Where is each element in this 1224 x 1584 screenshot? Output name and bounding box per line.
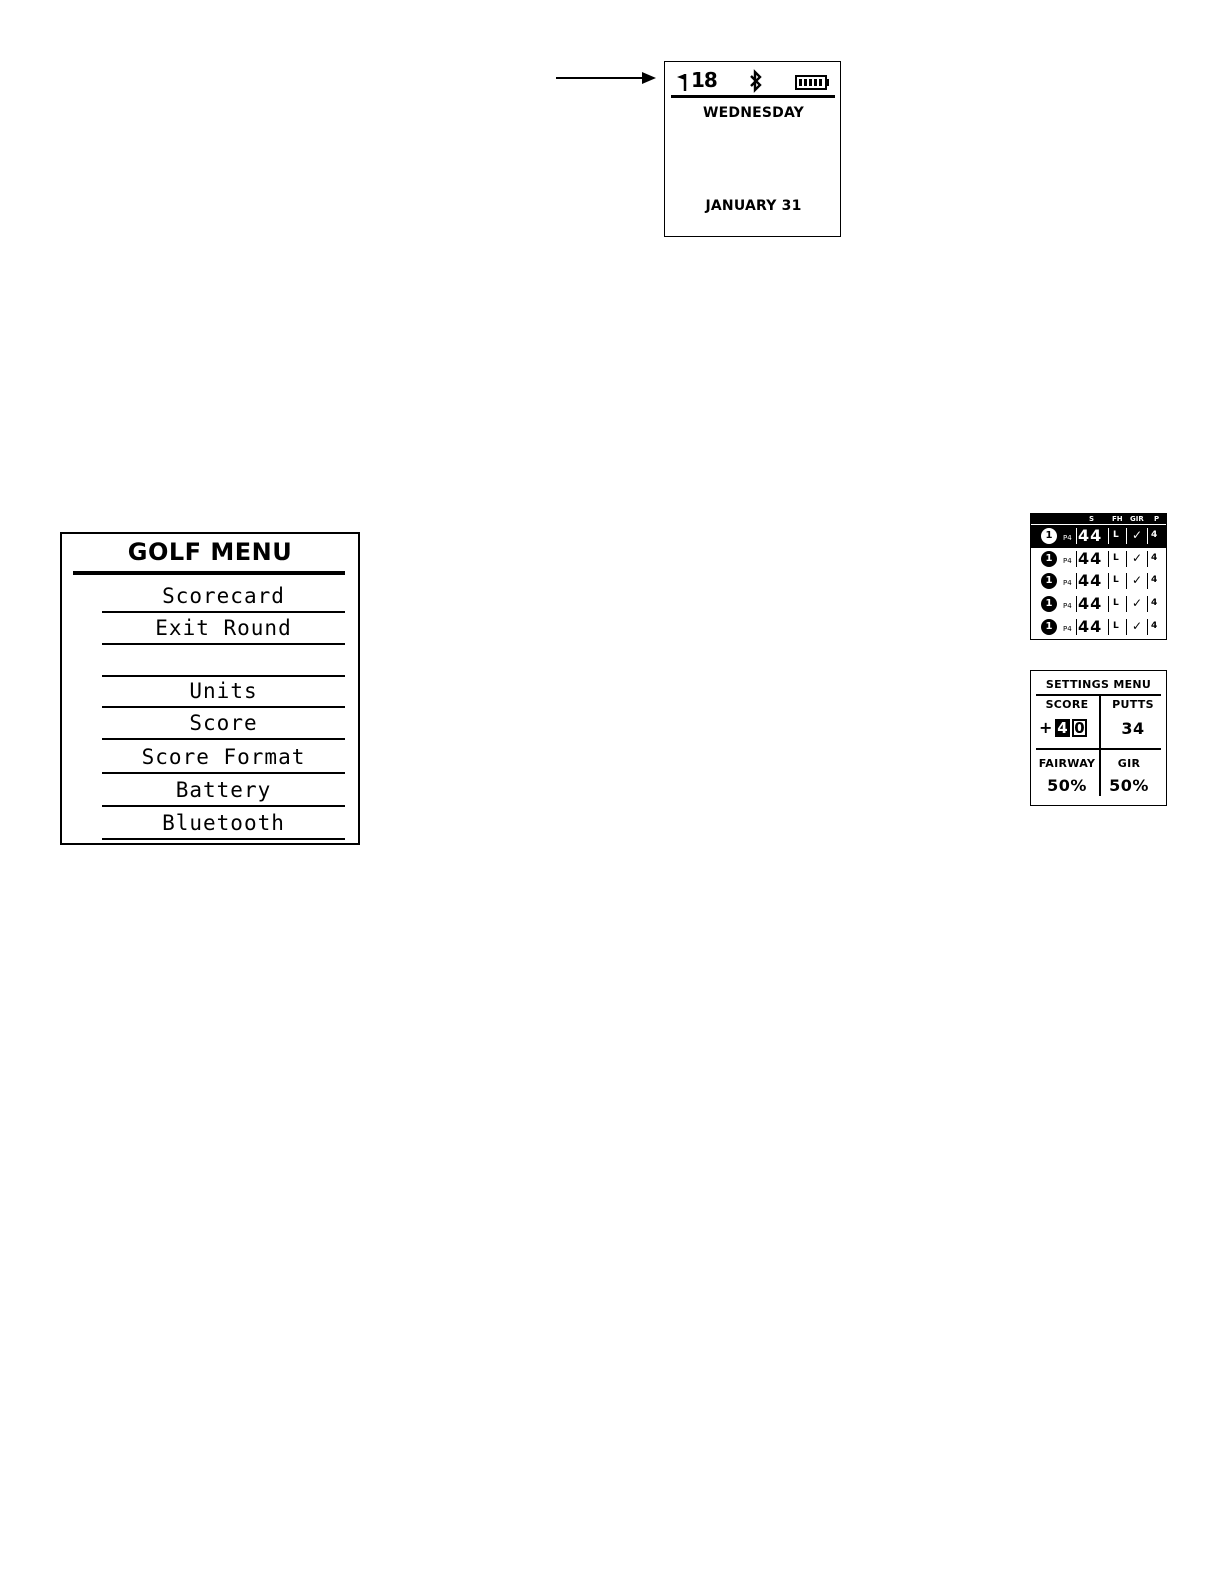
- gir-value: 50%: [1109, 776, 1149, 795]
- fairway-value: L: [1113, 575, 1119, 585]
- putts-value: 4: [1151, 598, 1158, 608]
- day-label: WEDNESDAY: [702, 105, 805, 121]
- gir-check-icon: ✓: [1132, 551, 1143, 565]
- header-putts: P: [1154, 515, 1160, 523]
- hole-badge: 1: [1041, 573, 1057, 589]
- scorecard-screen: [1030, 513, 1167, 640]
- score-value: 44: [1078, 549, 1103, 568]
- watch-home-screen: [664, 61, 841, 237]
- fairway-value: L: [1113, 553, 1119, 563]
- par-label: P4: [1063, 534, 1072, 542]
- scorecard-row[interactable]: [1031, 616, 1166, 638]
- putts-value: 4: [1151, 553, 1158, 563]
- scorecard-row[interactable]: [1031, 593, 1166, 615]
- putts-value: 4: [1151, 575, 1158, 585]
- menu-title: GOLF MENU: [127, 538, 293, 566]
- par-label: P4: [1063, 579, 1072, 587]
- status-bar: [671, 66, 834, 96]
- stats-title: SETTINGS MENU: [1045, 678, 1152, 691]
- battery-icon: [795, 75, 831, 90]
- menu-item-scorecard[interactable]: Scorecard: [102, 581, 345, 613]
- putts-value: 34: [1121, 719, 1145, 738]
- horizontal-divider: [1036, 748, 1161, 750]
- score-sign: +: [1039, 718, 1053, 737]
- hole-badge: 1: [1041, 596, 1057, 612]
- fairway-value: L: [1113, 621, 1119, 631]
- gir-check-icon: ✓: [1132, 573, 1143, 587]
- menu-item-exit-round[interactable]: Exit Round: [102, 613, 345, 645]
- score-value: 44: [1078, 594, 1103, 613]
- header-fairway: FH: [1112, 515, 1123, 523]
- scorecard-row[interactable]: [1031, 525, 1166, 547]
- scorecard-row[interactable]: [1031, 548, 1166, 570]
- score-digit-1: 4: [1055, 719, 1070, 737]
- score-value: 44: [1078, 526, 1103, 545]
- golf-menu: [60, 532, 360, 845]
- scorecard-header: [1031, 514, 1167, 524]
- bluetooth-icon: [748, 69, 764, 93]
- gir-label: GIR: [1117, 757, 1141, 770]
- score-label: SCORE: [1045, 698, 1089, 711]
- fairway-value: 50%: [1047, 776, 1087, 795]
- score-value: 44: [1078, 617, 1103, 636]
- header-score: S: [1089, 515, 1095, 523]
- status-divider: [671, 95, 835, 98]
- par-label: P4: [1063, 557, 1072, 565]
- putts-value: 4: [1151, 621, 1158, 631]
- gir-check-icon: ✓: [1132, 528, 1143, 542]
- menu-item-battery[interactable]: Battery: [102, 775, 345, 807]
- menu-item-units[interactable]: Units: [102, 676, 345, 708]
- fairway-value: L: [1113, 598, 1119, 608]
- stats-screen: [1030, 670, 1167, 806]
- score-value: 44: [1078, 571, 1103, 590]
- hole-number: 18: [691, 68, 717, 92]
- header-gir: GIR: [1130, 515, 1144, 523]
- menu-item-bluetooth[interactable]: Bluetooth: [102, 808, 345, 840]
- par-label: P4: [1063, 625, 1072, 633]
- par-label: P4: [1063, 602, 1072, 610]
- putts-value: 4: [1151, 530, 1158, 540]
- date-label: JANUARY 31: [705, 198, 802, 214]
- flag-icon: [676, 72, 688, 92]
- fairway-value: L: [1113, 530, 1119, 540]
- title-divider: [73, 571, 345, 575]
- menu-item-blank[interactable]: [102, 645, 345, 677]
- gir-check-icon: ✓: [1132, 619, 1143, 633]
- putts-label: PUTTS: [1112, 698, 1154, 711]
- hole-badge: 1: [1041, 619, 1057, 635]
- fairway-label: FAIRWAY: [1038, 757, 1096, 770]
- menu-item-score-format[interactable]: Score Format: [102, 742, 345, 774]
- hole-badge: 1: [1041, 528, 1057, 544]
- hole-badge: 1: [1041, 551, 1057, 567]
- score-digit-2: 0: [1072, 719, 1087, 737]
- arrow-right-icon: [556, 70, 658, 86]
- gir-check-icon: ✓: [1132, 596, 1143, 610]
- scorecard-row[interactable]: [1031, 570, 1166, 592]
- menu-item-score[interactable]: Score: [102, 708, 345, 740]
